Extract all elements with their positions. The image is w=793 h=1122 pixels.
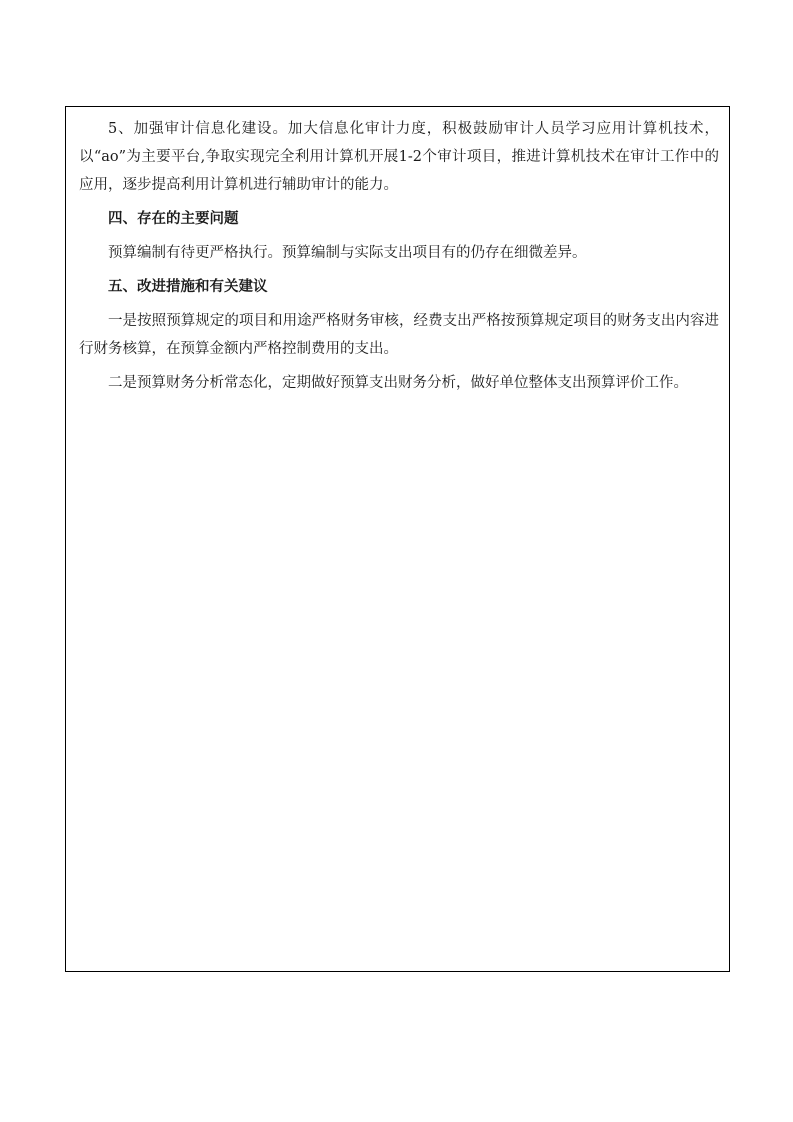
paragraph-informatization: 5、加强审计信息化建设。加大信息化审计力度，积极鼓励审计人员学习应用计算机技术，以“ao”为主要平台,争取实现完全利用计算机开展1-2个审计项目，推进计算机技术在审计工作中的应用，逐步提高利用计算机进行辅助审计的能力。 xyxy=(79,121,719,193)
section-heading-improvement-measures: 五、改进措施和有关建议 xyxy=(108,279,268,295)
section-heading-main-problems: 四、存在的主要问题 xyxy=(108,211,239,227)
paragraph-measure-one: 一是按照预算规定的项目和用途严格财务审核，经费支出严格按预算规定项目的财务支出内容进行财务核算，在预算金额内严格控制费用的支出。 xyxy=(79,313,719,357)
paragraph-budget-issue: 预算编制有待更严格执行。预算编制与实际支出项目有的仍存在细微差异。 xyxy=(108,245,587,261)
paragraph-measure-two: 二是预算财务分析常态化，定期做好预算支出财务分析，做好单位整体支出预算评价工作。 xyxy=(108,375,688,391)
document-frame xyxy=(65,106,730,972)
document-body xyxy=(79,115,719,403)
